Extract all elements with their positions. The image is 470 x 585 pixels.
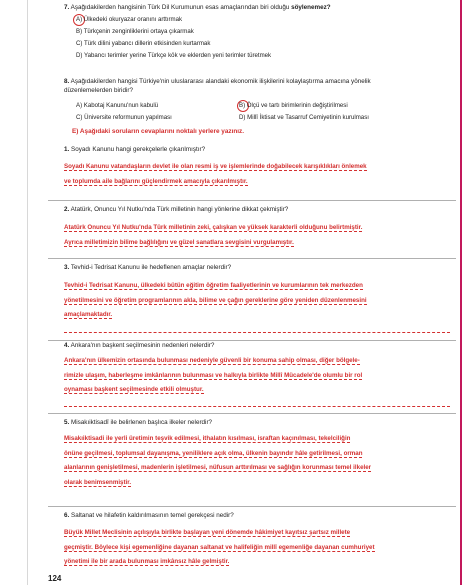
question-7 [64,3,454,12]
answer-2: Atatürk Onuncu Yıl Nutku'nda Türk milletinin zeki, çalışkan ve yüksek karakterli olduğunu belirtmiştir. Ayrıca milletimizin bilime bağlılığını ve güzel sanatlara sevgisini vurgulamıştır. [64,224,363,246]
answer-6: Büyük Millet Meclisinin açılışıyla birlikte başlayan yeni dönemde hâkimiyet kayıtsız şartsız millete geçmiştir. Böylece kişi egemenliğine dayanan saltanat ve halifeliğin millî egemenliğe dayanan cumhuriyet yönetimi ile bir arada bulunması imkânsız hâle gelmiştir. [64,529,375,565]
q7-option-d[interactable]: D) Yabancı terimler yerine Türkçe kök ve eklerden yeni terimler türetmek [76,52,272,59]
answer-4: Ankara'nın ülkemizin ortasında bulunması nedeniyle güvenli bir konuma sahip olması, diğer bölgele- rimizle ulaşım, haberleşme imkânlarının bulunması ve halkıyla birlikte Millî Mücadele'de olumlu bir rol oynaması başkent seçilmesinde etkili olmuştur. [64,357,363,393]
answer-5: Misakıiktisadi ile yerli üretimin teşvik edilmesi, ithalatın kısılması, israftan kaçınılması, tekelciliğin önüne geçilmesi, toplumsal dayanışma, yeniliklere açık olma, ülkenin bayındır hâle getirilmesi, orman alanlarının genişletilmesi, madenlerin işletilmesi, nüfusun arttırılması ve sağlığın korunması temel ilkeler olarak benimsenmiştir. [64,435,372,486]
q7-option-c[interactable]: C) Türk dilini yabancı dillerin etkisinden kurtarmak [76,40,211,47]
section-e-heading: E) Aşağıdaki soruların cevaplarını noktalı yerlere yazınız. [72,128,245,135]
question-7-emphasis: söylenemez? [291,4,331,11]
answer-1: Soyadı Kanunu vatandaşların devlet ile olan resmi iş ve işlemlerinde doğabilecek karışıklıkları önlemek ve toplumda aile bağlarını güçlendirmek amacıyla çıkarılmıştır. [64,163,367,185]
question-7-text: Aşağıdakilerden hangisinin Türk Dil Kurumunun esas amaçlarından biri olduğu [70,4,292,11]
divider-2 [48,258,456,259]
blank-line-3 [64,332,450,333]
q7-option-a[interactable]: A) Ülkedeki okuryazar oranını arttırmak [76,16,183,23]
question-8-text-2: düzenlemelerden biridir? [64,87,133,94]
page-border-left [27,0,28,585]
blank-line-4 [64,406,450,407]
answer-3: Tevhid-i Tedrisat Kanunu, ülkedeki bütün eğitim öğretim faaliyetlerinin ve kurumlarının tek merkezden yönetilmesini ve öğretim programlarının akla, bilime ve çağın gereklerine göre yeniden düzenlenmesini amaçlamaktadır. [64,282,367,318]
q8-option-b[interactable]: B) Ölçü ve tartı birimlerinin değiştirilmesi [239,102,348,109]
divider-5 [48,506,456,507]
open-question-3: 3. Tevhid-i Tedrisat Kanunu ile hedeflenen amaçlar nelerdir? [64,264,232,271]
page-border-right [460,0,462,585]
open-question-4: 4. Ankara'nın başkent seçilmesinin nedenleri nelerdir? [64,342,215,349]
q7-option-b[interactable]: B) Türkçenin zenginliklerini ortaya çıkarmak [76,28,194,35]
q8-option-a[interactable]: A) Kabotaj Kanunu'nun kabulü [76,102,159,109]
q8-option-d[interactable]: D) Millî İktisat ve Tasarruf Cemiyetinin kurulması [239,114,369,121]
page-number: 124 [48,574,62,583]
divider-1 [48,200,456,201]
question-8 [64,77,459,95]
divider-4 [48,413,456,414]
open-question-5: 5. Misakıiktisadî ile belirlenen başlıca ilkeler nelerdir? [64,419,213,426]
q8-option-c[interactable]: C) Üniversite reformunun yapılması [76,114,172,121]
question-8-number: 8. [64,78,70,85]
open-question-6: 6. Saltanat ve hilafetin kaldırılmasının temel gerekçesi nedir? [64,512,234,519]
divider-3 [48,340,456,341]
open-question-2: 2. Atatürk, Onuncu Yıl Nutku'nda Türk milletinin hangi yönlerine dikkat çekmiştir? [64,206,289,213]
open-question-1: 1. Soyadı Kanunu hangi gerekçelerle çıkarılmıştır? [64,146,206,153]
question-7-number: 7. [64,4,70,11]
question-8-text-1: Aşağıdakilerden hangisi Türkiye'nin uluslararası alandaki ekonomik ilişkilerini kolaylaştırma amacına yönelik [70,78,371,85]
